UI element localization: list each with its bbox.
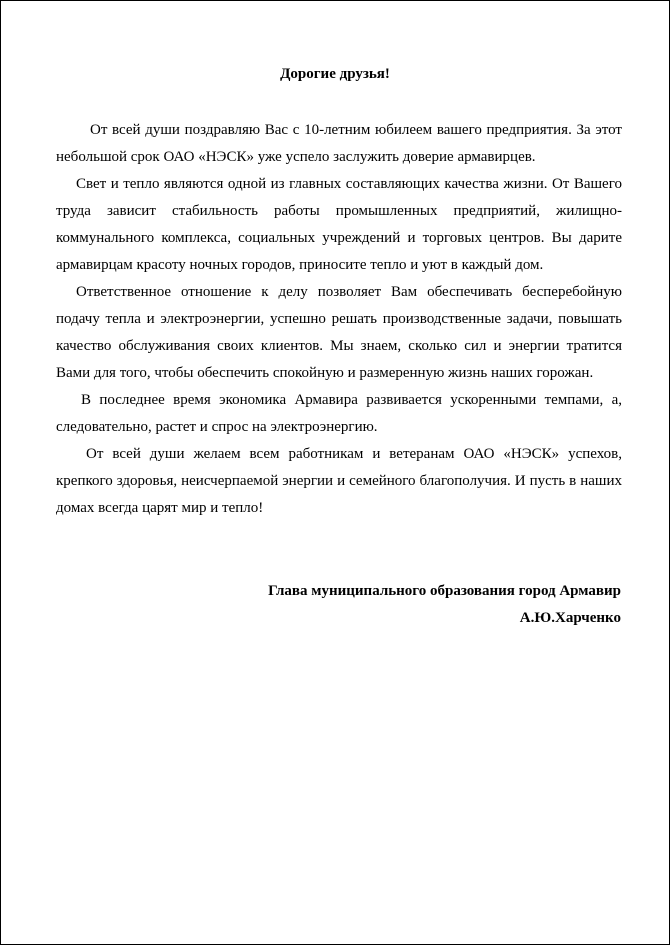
signature-position: Глава муниципального образования город Армавир: [268, 583, 621, 599]
signature-name: А.Ю.Харченко: [519, 610, 621, 626]
letter-body: [56, 117, 622, 522]
paragraph-wishes: От всей души желаем всем работникам и ветеранам ОАО «НЭСК» успехов, крепкого здоровья, неисчерпаемой энергии и семейного благополучия. И пусть в наших домах всегда царят мир и тепло!: [56, 446, 622, 516]
paragraph-economy: В последнее время экономика Армавира развивается ускоренными темпами, а, следовательно, растет и спрос на электроэнергию.: [56, 392, 622, 435]
letter-greeting: Дорогие друзья!: [280, 66, 390, 82]
paragraph-light-and-heat: Свет и тепло являются одной из главных составляющих качества жизни. От Вашего труда зависит стабильность работы промышленных предприятий, жилищно-коммунального комплекса, социальных учреждений и торговых центров. Вы дарите армавирцам красоту ночных городов, приносите тепло и уют в каждый дом.: [56, 176, 622, 273]
paragraph-congratulation: От всей души поздравляю Вас с 10-летним юбилеем вашего предприятия. За этот небольшой срок ОАО «НЭСК» уже успело заслужить доверие армавирцев.: [56, 122, 622, 165]
paragraph-responsibility: Ответственное отношение к делу позволяет Вам обеспечивать бесперебойную подачу тепла и электроэнергии, успешно решать производственные задачи, повышать качество обслуживания своих клиентов. Мы знаем, сколько сил и энергии тратится Вами для того, чтобы обеспечить спокойную и размеренную жизнь наших горожан.: [56, 284, 622, 381]
signature-block: [268, 578, 621, 632]
